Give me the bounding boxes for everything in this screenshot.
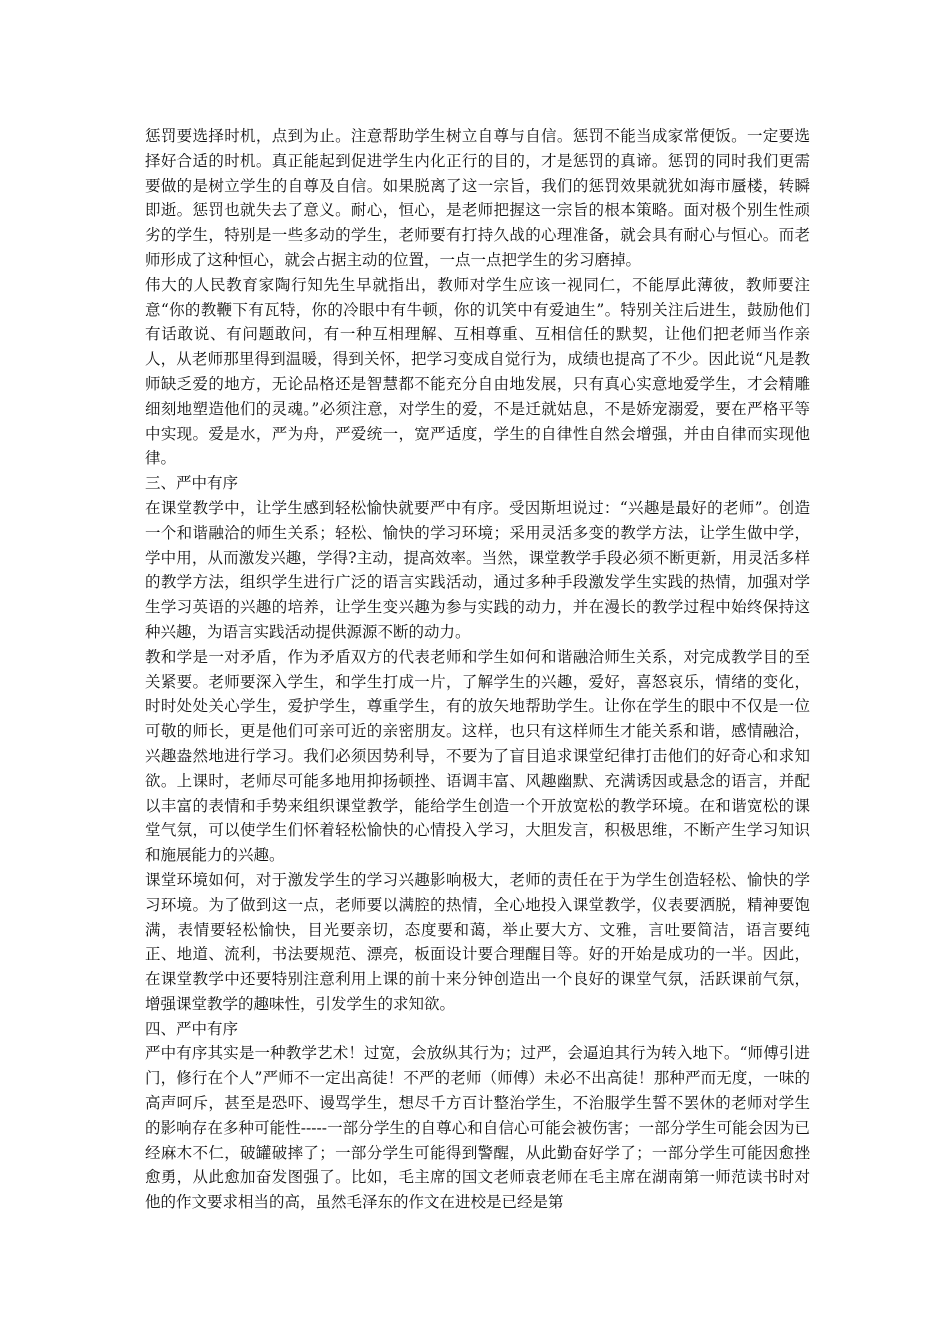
document-body [145,124,810,1215]
paragraph: 课堂环境如何，对于激发学生的学习兴趣影响极大，老师的责任在于为学生创造轻松、愉快的学习环境。为了做到这一点，老师要以满腔的热情，全心地投入课堂教学，仪表要洒脱，精神要饱满，表情要轻松愉快，目光要亲切，态度要和蔼，举止要大方、文雅，言吐要简洁，语言要纯正、地道、流利，书法要规范、漂亮，板面设计要合理醒目等。好的开始是成功的一半。因此，在课堂教学中还要特别注意利用上课的前十来分钟创造出一个良好的课堂气氛，活跃课前气氛，增强课堂教学的趣味性，引发学生的求知欲。 [145,870,810,1013]
section-heading: 四、严中有序 [145,1019,239,1038]
paragraph: 在课堂教学中，让学生感到轻松愉快就要严中有序。受因斯坦说过：“兴趣是最好的老师”。创造一个和谐融洽的师生关系；轻松、愉快的学习环境；采用灵活多变的教学方法，让学生做中学，学中用，从而激发兴趣，学得?主动，提高效率。当然，课堂教学手段必须不断更新，用灵活多样的教学方法，组织学生进行广泛的语言实践活动，通过多种手段激发学生实践的热情，加强对学生学习英语的兴趣的培养，让学生变兴趣为参与实践的动力，并在漫长的教学过程中始终保持这种兴趣，为语言实践活动提供源源不断的动力。 [145,498,810,641]
paragraph: 惩罚要选择时机，点到为止。注意帮助学生树立自尊与自信。惩罚不能当成家常便饭。一定要选择好合适的时机。真正能起到促进学生内化正行的目的，才是惩罚的真谛。惩罚的同时我们更需要做的是树立学生的自尊及自信。如果脱离了这一宗旨，我们的惩罚效果就犹如海市蜃楼，转瞬即逝。惩罚也就失去了意义。耐心，恒心，是老师把握这一宗旨的根本策略。面对极个别生性顽劣的学生，特别是一些多动的学生，老师要有打持久战的心理准备，就会具有耐心与恒心。而老师形成了这种恒心，就会占据主动的位置，一点一点把学生的劣习磨掉。 [145,127,810,269]
paragraph: 伟大的人民教育家陶行知先生早就指出，教师对学生应该一视同仁，不能厚此薄彼，教师要注意“你的教鞭下有瓦特，你的冷眼中有牛顿，你的讥笑中有爱迪生”。特别关注后进生，鼓励他们有话敢说、有问题敢问，有一种互相理解、互相尊重、互相信任的默契，让他们把老师当作亲人，从老师那里得到温暖，得到关怀，把学习变成自觉行为，成绩也提高了不少。因此说“凡是教师缺乏爱的地方，无论品格还是智慧都不能充分自由地发展，只有真心实意地爱学生，才会精雕细刻地塑造他们的灵魂。”必须注意，对学生的爱，不是迁就姑息，不是娇宠溺爱，要在严格平等中实现。爱是水，严为舟，严爱统一，宽严适度，学生的自律性自然会增强，并由自律而实现他律。 [145,275,810,468]
paragraph: 教和学是一对矛盾，作为矛盾双方的代表老师和学生如何和谐融洽师生关系，对完成教学目的至关紧要。老师要深入学生，和学生打成一片，了解学生的兴趣，爱好，喜怒哀乐，情绪的变化，时时处处关心学生，爱护学生，尊重学生，有的放矢地帮助学生。让你在学生的眼中不仅是一位可敬的师长，更是他们可亲可近的亲密朋友。这样，也只有这样师生才能关系和谐，感情融洽，兴趣盎然地进行学习。我们必须因势利导，不要为了盲目追求课堂纪律打击他们的好奇心和求知欲。上课时，老师尽可能多地用抑扬顿挫、语调丰富、风趣幽默、充满诱因或悬念的语言，并配以丰富的表情和手势来组织课堂教学，能给学生创造一个开放宽松的教学环境。在和谐宽松的课堂气氛，可以使学生们怀着轻松愉快的心情投入学习，大胆发言，积极思维，不断产生学习知识和施展能力的兴趣。 [145,647,810,865]
paragraph: 严中有序其实是一种教学艺术！过宽，会放纵其行为；过严，会逼迫其行为转入地下。“师傅引进门，修行在个人”严师不一定出高徒！不严的老师（师傅）未必不出高徒！那种严而无度，一味的高声呵斥，甚至是恐吓、谩骂学生，想尽千方百计整治学生，不治服学生誓不罢休的老师对学生的影响存在多种可能性-----一部分学生的自尊心和自信心可能会被伤害；一部分学生可能会因为已经麻木不仁，破罐破摔了；一部分学生可能得到警醒，从此勤奋好学了；一部分学生可能因愈挫愈勇，从此愈加奋发图强了。比如，毛主席的国文老师袁老师在毛主席在湖南第一师范读书时对他的作文要求相当的高，虽然毛泽东的作文在进校是已经是第 [145,1044,810,1212]
section-heading: 三、严中有序 [145,474,239,493]
